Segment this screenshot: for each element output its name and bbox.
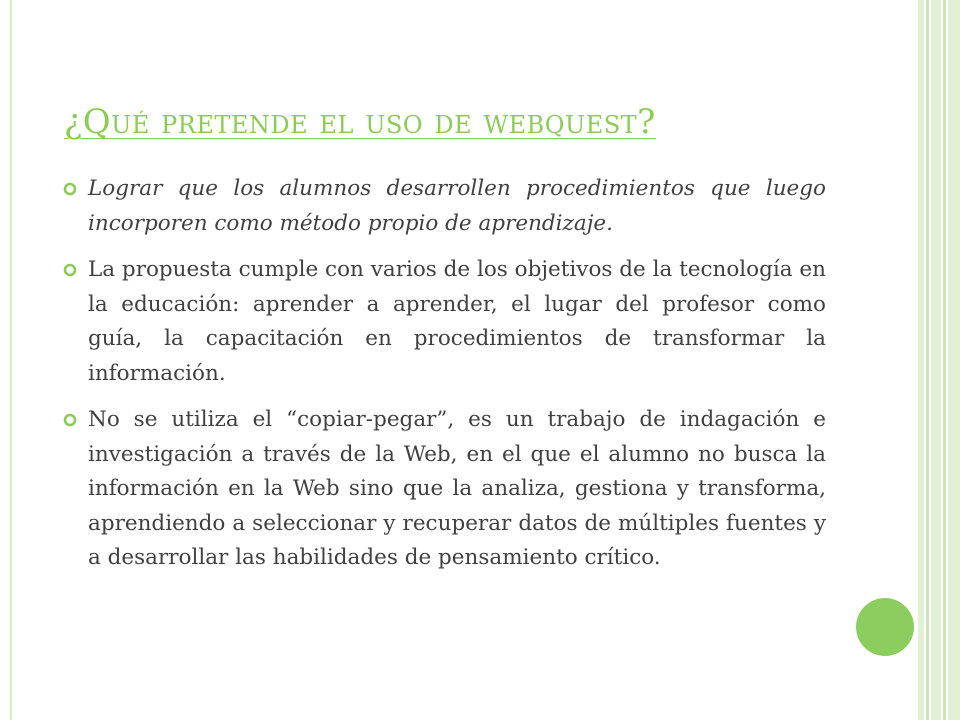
right-stripe-5 (948, 0, 960, 720)
bullet-item-1 (62, 172, 826, 241)
right-stripe-4 (943, 0, 946, 720)
bullet-item-2 (62, 253, 826, 391)
bullet-text: Lograr que los alumnos desarrollen procedimientos que luego incorporen como método propio de aprendizaje. (88, 176, 826, 236)
bullet-item-3 (62, 403, 826, 576)
left-decorative-line (10, 0, 12, 720)
right-stripe-3 (931, 0, 941, 720)
ring-bullet-icon (62, 262, 78, 278)
slide-title: ¿Qué pretende el uso de webquest? (64, 102, 656, 142)
bullet-text: No se utiliza el “copiar-pegar”, es un trabajo de indagación e investigación a través de la Web, en el que el alumno no busca la información en la Web sino que la analiza, gestiona y transforma, aprendiendo a seleccionar y recuperar datos de múltiples fuentes y a desarrollar las habilidades de pensamiento crítico. (88, 407, 826, 570)
right-stripe-2 (926, 0, 929, 720)
ring-bullet-icon (62, 181, 78, 197)
right-stripe-1 (918, 0, 924, 720)
bullet-text: La propuesta cumple con varios de los objetivos de la tecnología en la educación: aprender a aprender, el lugar del profesor como guía, la capacitación en procedimientos de transformar la información. (88, 257, 826, 386)
ring-bullet-icon (62, 412, 78, 428)
bullet-list (62, 172, 826, 588)
decorative-green-circle (856, 598, 914, 656)
